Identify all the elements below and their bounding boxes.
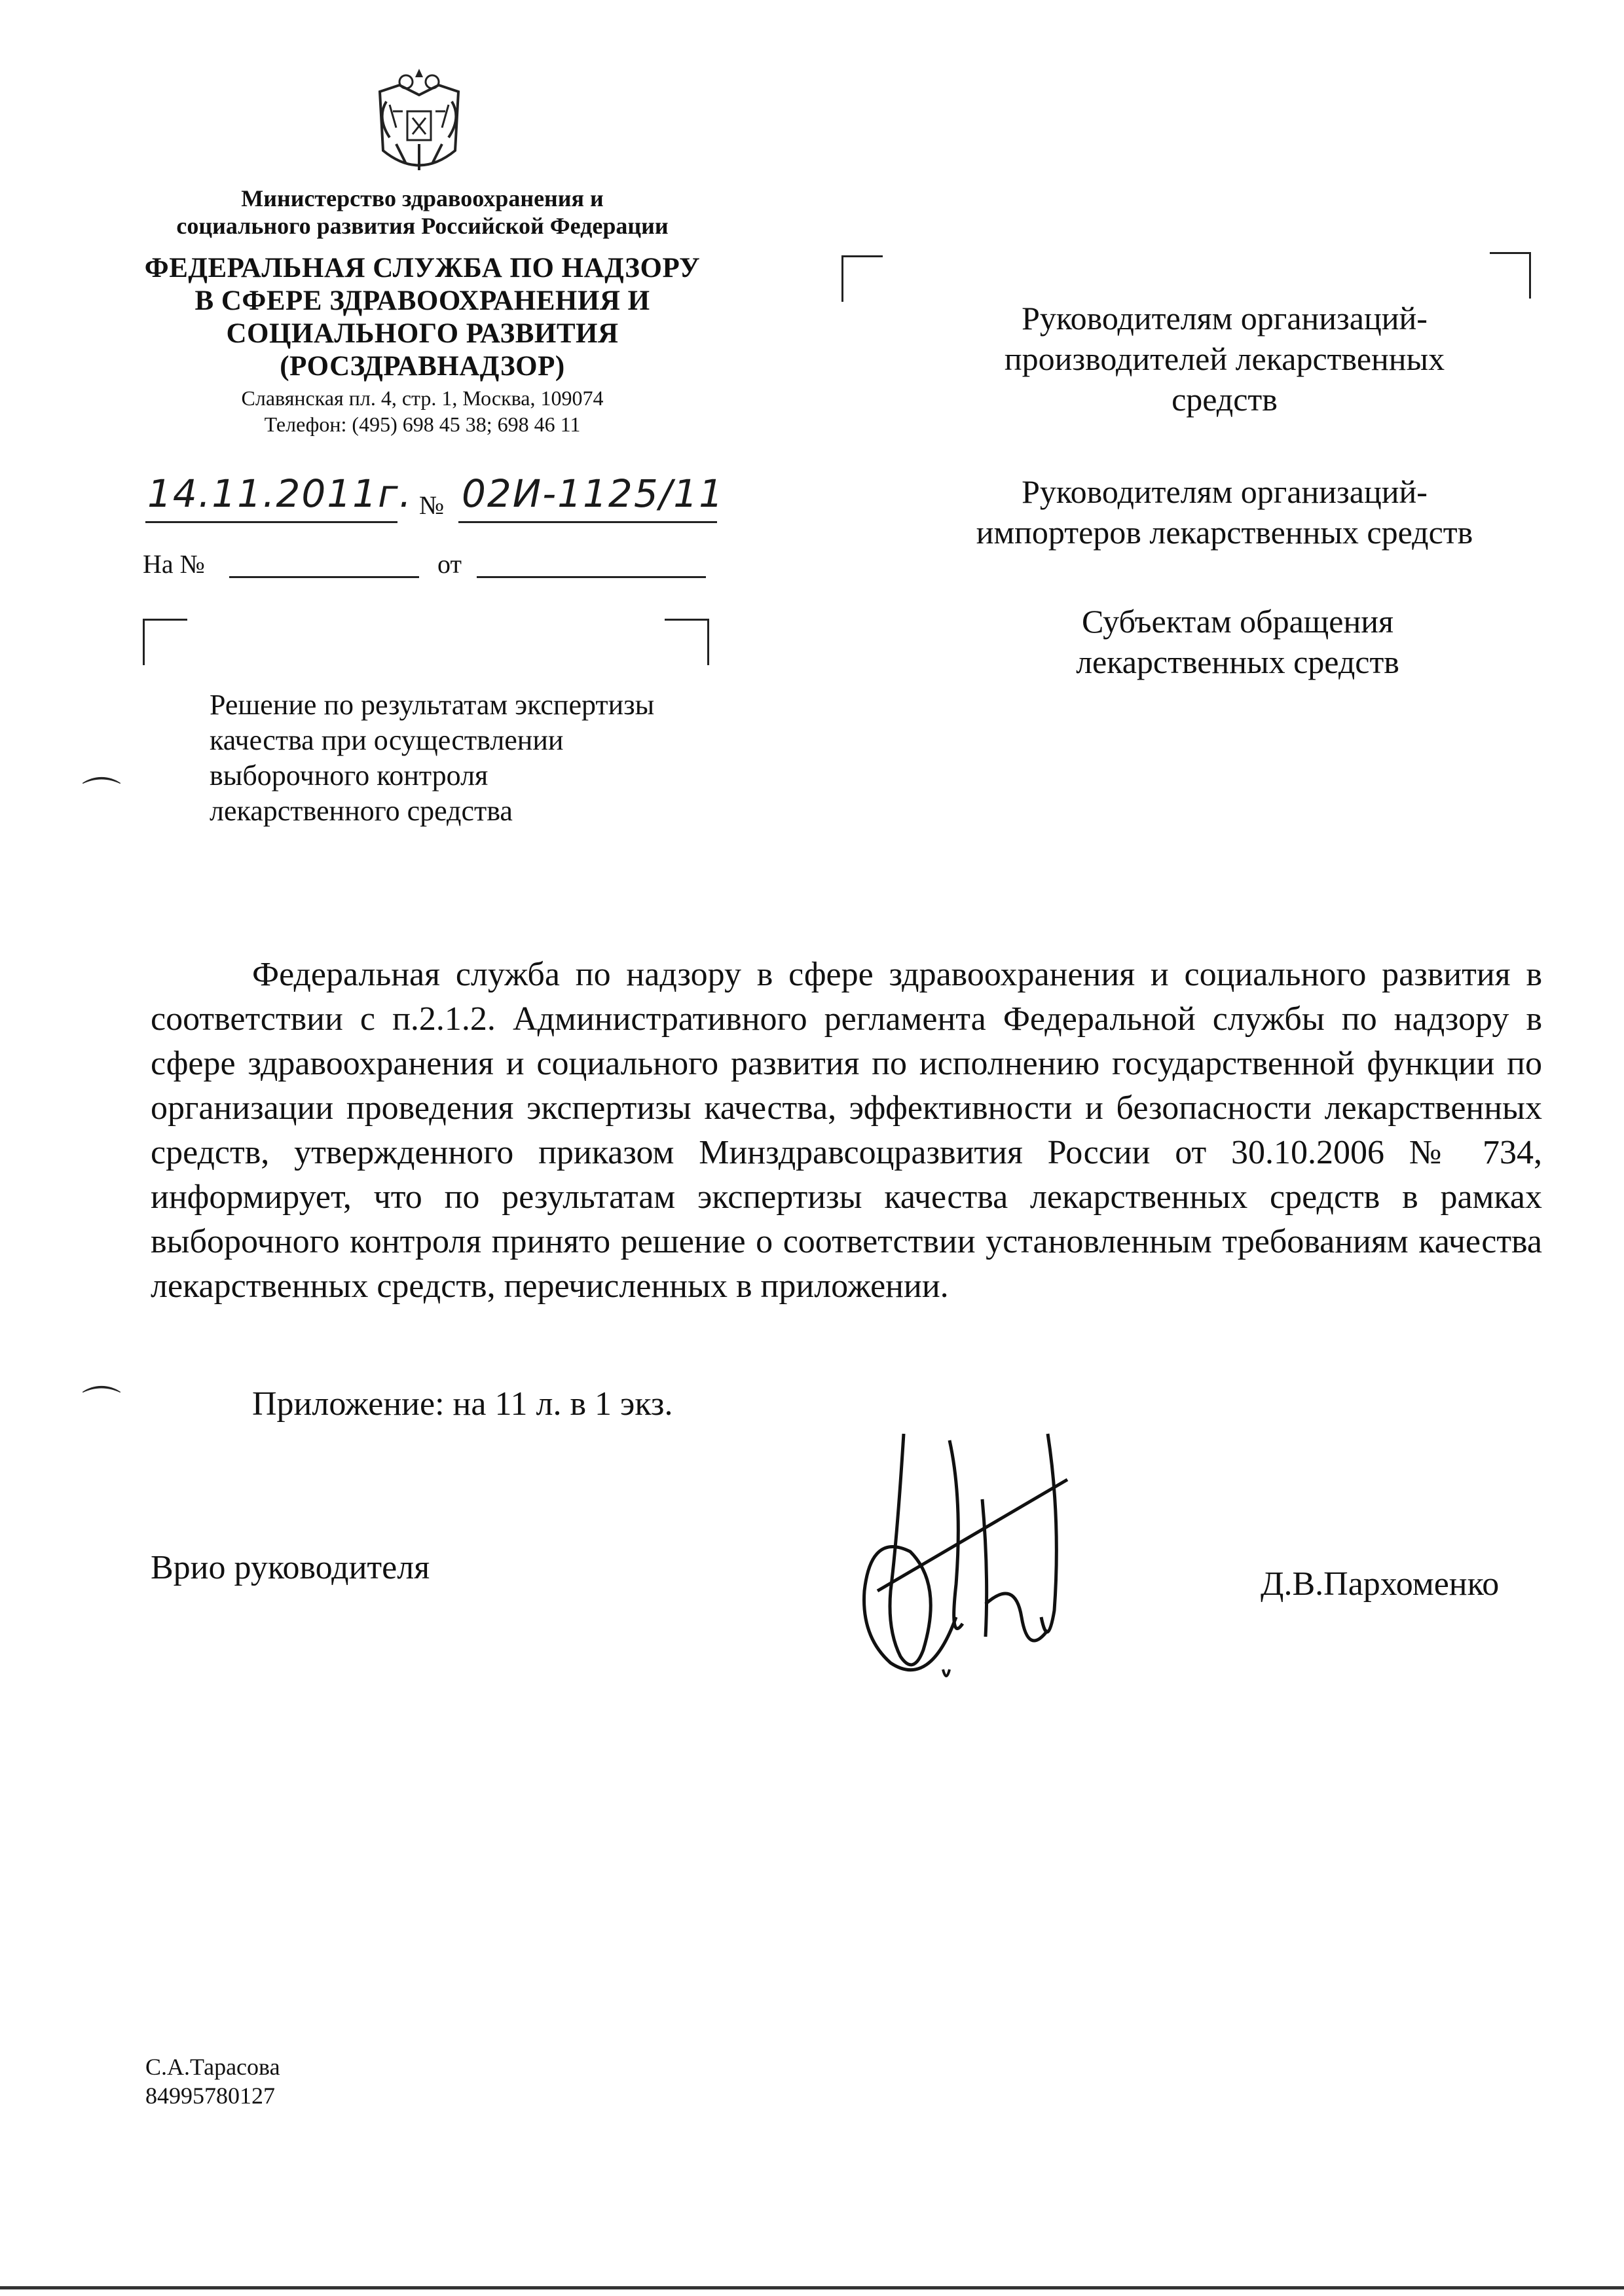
addressee-manufacturers: Руководителям организаций- производителей лекарственных средств (1004, 300, 1445, 418)
date-underline (145, 521, 397, 523)
ministry-name: Министерство здравоохранения и социального развития Российской Федерации (176, 185, 669, 239)
subject-bracket-left (143, 619, 187, 665)
addressee-subjects: Субъектам обращения лекарственных средств (1076, 603, 1399, 680)
russian-coat-of-arms-icon (367, 65, 471, 187)
attachment-note: Приложение: на 11 л. в 1 экз. (252, 1385, 673, 1423)
addressee-importers: Руководителям организаций- импортеров лекарственных средств (976, 473, 1473, 551)
subject-bracket-right (665, 619, 709, 665)
executor-name: С.А.Тарасова (145, 2054, 280, 2080)
reply-from-label: от (437, 549, 462, 579)
number-sign: № (419, 490, 445, 520)
reply-to-label: На № (143, 549, 205, 579)
document-date: 14.11.2011г. (147, 471, 413, 516)
scan-edge-line (0, 2286, 1624, 2289)
address-line: Славянская пл. 4, стр. 1, Москва, 109074 (241, 386, 604, 410)
scan-mark: ⌒ (82, 774, 121, 820)
signatory-name: Д.В.Пархоменко (1261, 1565, 1500, 1603)
scan-mark: ⌒ (82, 1383, 121, 1429)
reply-date-line (477, 576, 706, 578)
signatory-position: Врио руководителя (151, 1549, 430, 1586)
subject-block: Решение по результатам экспертизы качества при осуществлении выборочного контроля лекарственного средства (210, 689, 655, 827)
executor-block (145, 2052, 280, 2110)
handwritten-signature (851, 1421, 1100, 1715)
letter-body: Федеральная служба по надзору в сфере здравоохранения и социального развития в соответствии с п.2.1.2. Административного регламента Федеральной службы по надзору в сфере здравоохранения и социального развития по исполнению государственной функции по организации проведения экспертизы качества, эффективности и безопасности лекарственных средств, утвержденного приказом Минздравсоцразвития России от 30.10.2006 № 734, информирует, что по результатам экспертизы качества лекарственных средств в рамках выборочного контроля принято решение о соответствии установленным требованиям качества лекарственных средств, перечисленных в приложении. (151, 956, 1542, 1305)
reply-number-line (229, 576, 419, 578)
addressee-bracket-left (841, 255, 883, 302)
number-underline (458, 521, 717, 523)
document-number: 02И-1125/11 (462, 471, 725, 516)
executor-phone: 84995780127 (145, 2083, 275, 2109)
phone-line: Телефон: (495) 698 45 38; 698 46 11 (264, 412, 581, 436)
addressee-bracket-right (1490, 252, 1531, 299)
service-name: ФЕДЕРАЛЬНАЯ СЛУЖБА ПО НАДЗОРУ В СФЕРЕ ЗДРАВООХРАНЕНИЯ И СОЦИАЛЬНОГО РАЗВИТИЯ (РОСЗДРАВНАДЗОР) (144, 253, 701, 382)
service-address (85, 385, 760, 437)
